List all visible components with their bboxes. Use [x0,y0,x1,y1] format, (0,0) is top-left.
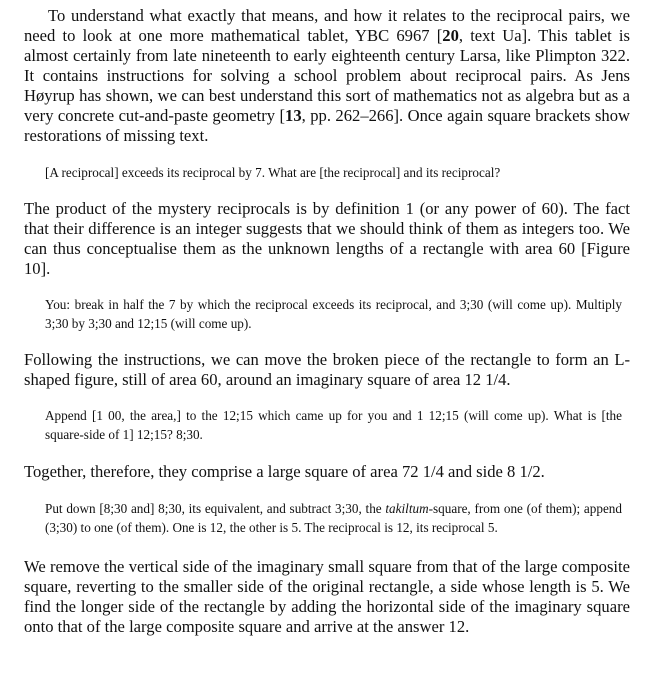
paragraph-large-square [24,462,630,482]
quote-problem-statement [45,164,622,183]
citation-ref: 13 [285,106,302,125]
quote-break-in-half [45,296,622,334]
citation-ref: 20 [442,26,459,45]
paragraph-ybc6967-intro [24,6,630,146]
text-segment: We remove the vertical side of the imaginary small square from that of the large composite square, reverting to the smaller side of the original rectangle, a side whose length is 5. We find the longer side of the rectangle by adding the horizontal side of the imaginary square onto that of the large composite square and arrive at the answer 12. [24,556,630,636]
text-segment: Put down [8;30 and] 8;30, its equivalent, and subtract 3;30, the [45,500,386,516]
text-segment: Together, therefore, they comprise a large square of area 72 1/4 and side 8 1/2. [24,461,545,481]
text-segment: , pp. 262–266]. Once again square brackets show restorations of missing text. [24,106,630,145]
text-segment: , text Ua]. This tablet is almost certainly from late nineteenth to early eighteenth century Larsa, like Plimpton 322. It contains instructions for solving a school problem about reciprocal pairs. As Jens Høyrup has shown, we can best understand this sort of mathematics not as algebra but as a very concrete cut-and-paste geometry [ [24,26,630,125]
quote-put-down [45,500,622,538]
italic-term: takiltum [385,500,429,516]
text-segment: To understand what exactly that means, and how it relates to the reciprocal pairs, we need to look at one more mathematical tablet, YBC 6967 [ [24,6,630,45]
text-segment: Append [1 00, the area,] to the 12;15 which came up for you and 1 12;15 (will come up). What is [the square-side of 1] 12;15? 8;30. [45,408,622,443]
text-segment: -square, from one (of them); append (3;30) to one (of them). One is 12, the other is 5. The reciprocal is 12, its reciprocal 5. [45,500,622,535]
paragraph-l-shaped-figure [24,350,630,390]
paragraph-conclusion [24,557,630,637]
document-page [24,6,630,637]
text-segment: Following the instructions, we can move the broken piece of the rectangle to form an L-shaped figure, still of area 60, around an imaginary square of area 12 1/4. [24,350,630,390]
paragraph-product-reciprocals [24,199,630,279]
text-segment: [A reciprocal] exceeds its reciprocal by 7. What are [the reciprocal] and its reciprocal? [45,165,501,180]
text-segment: The product of the mystery reciprocals is by definition 1 (or any power of 60). The fact that their difference is an integer suggests that we should think of them as integers too. We can thus conceptualise them as the unknown lengths of a rectangle with area 60 [Figure 10]. [24,198,630,278]
quote-append-area [45,407,622,445]
text-segment: You: break in half the 7 by which the reciprocal exceeds its reciprocal, and 3;30 (will come up). Multiply 3;30 by 3;30 and 12;15 (will come up). [45,296,622,331]
